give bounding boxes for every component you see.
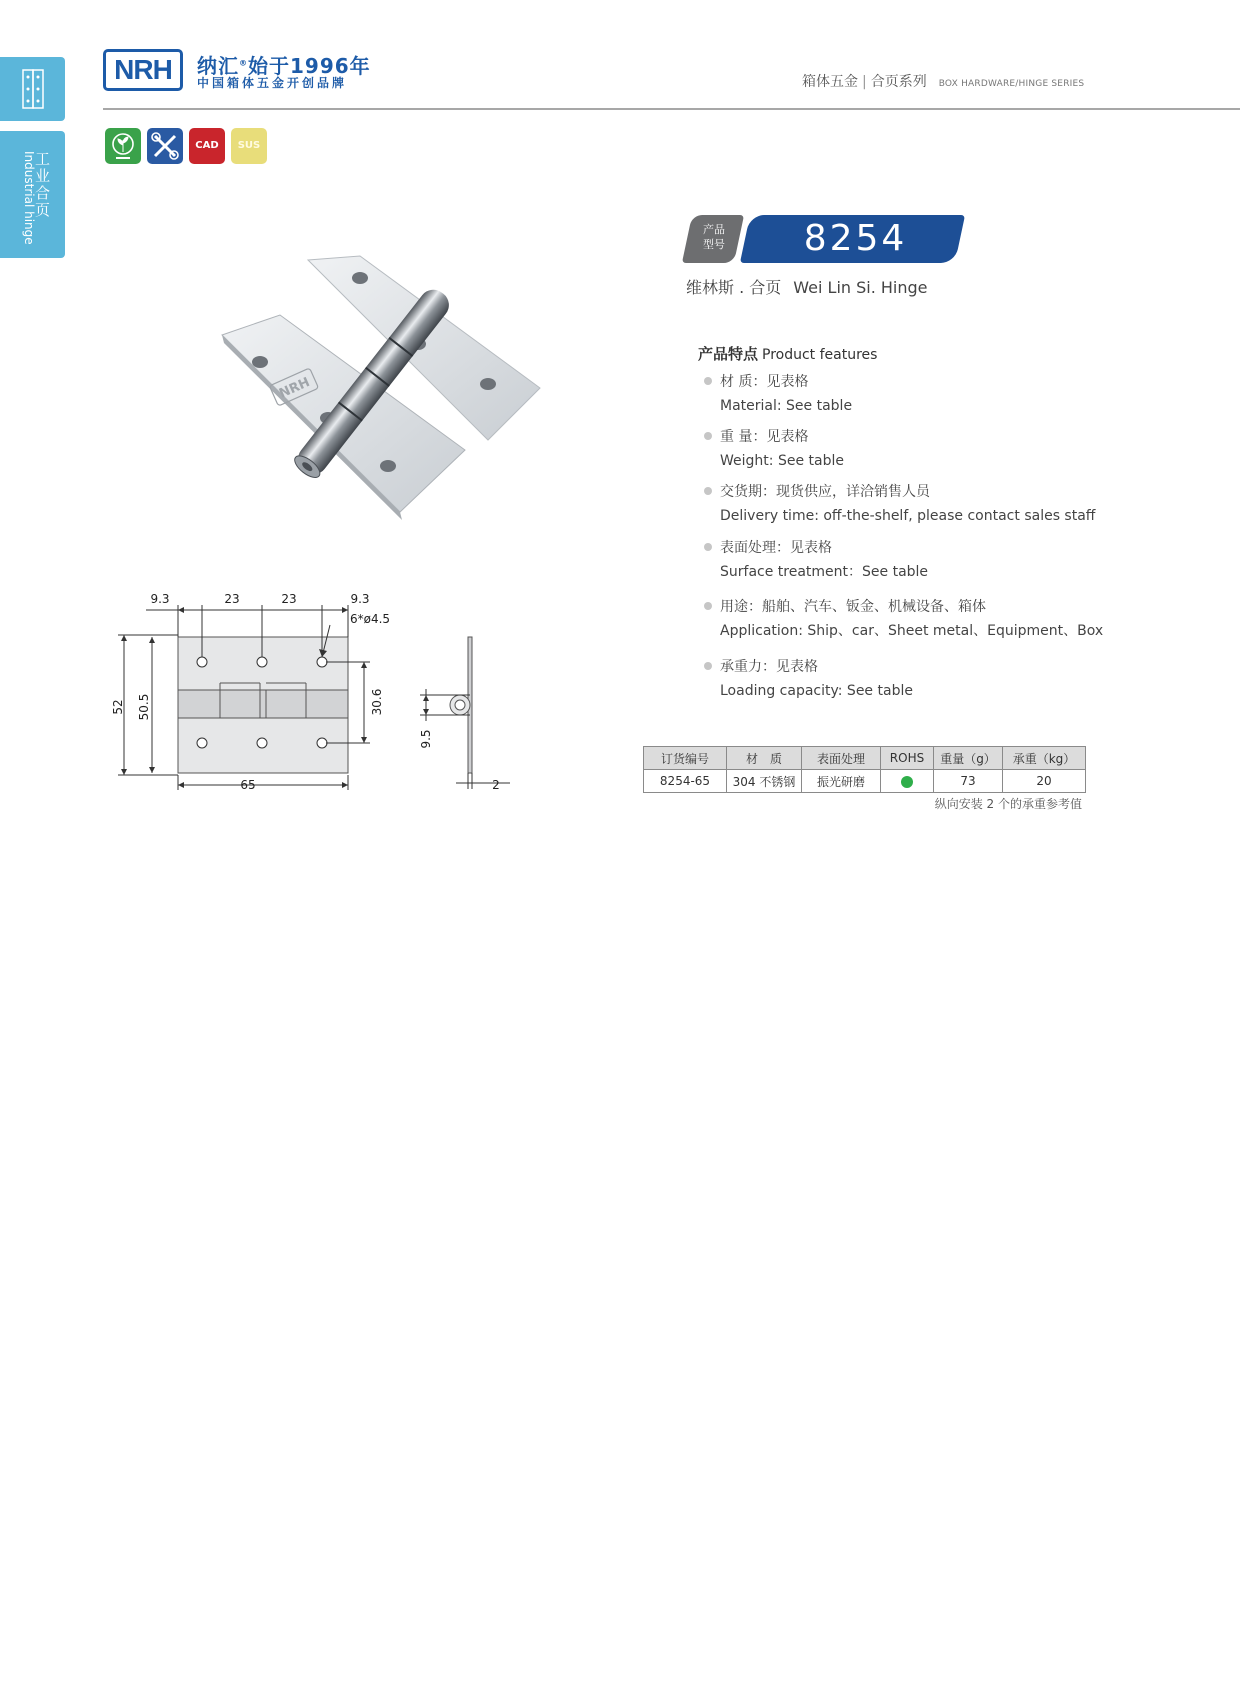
side-tab-label xyxy=(22,151,51,245)
brand-slogan: 中国箱体五金开创品牌 xyxy=(197,76,348,90)
feature-surface xyxy=(704,536,928,584)
feature-material-cn: 材 质：见表格 xyxy=(720,374,809,390)
feature-delivery xyxy=(704,480,1095,528)
cell-order-code: 8254-65 xyxy=(644,770,727,793)
bullet-icon xyxy=(704,432,712,440)
side-tab-hinge-icon[interactable] xyxy=(0,57,65,121)
eco-leaf-icon xyxy=(105,128,141,164)
th-order-code: 订货编号 xyxy=(644,747,727,770)
code-label-line2: 型号 xyxy=(703,238,725,251)
category-box-hardware: 箱体五金 xyxy=(802,74,858,90)
table-header-row xyxy=(644,747,1086,770)
brand-name: 纳汇®始于1996年 xyxy=(197,54,371,78)
code-label-line1: 产品 xyxy=(703,223,725,236)
product-name xyxy=(686,275,928,298)
rohs-compliant-icon xyxy=(901,776,913,788)
bullet-icon xyxy=(704,662,712,670)
product-name-cn: 维林斯 . 合页 xyxy=(686,278,782,297)
product-photo xyxy=(200,240,550,530)
feature-load-en: Loading capacity: See table xyxy=(720,683,913,699)
embossed-logo-text: NRH xyxy=(277,375,313,402)
dim-width: 65 xyxy=(240,778,256,792)
feature-application-cn: 用途：船舶、汽车、钣金、机械设备、箱体 xyxy=(720,599,986,615)
dim-top-3: 23 xyxy=(281,592,297,606)
dim-height-outer: 52 xyxy=(111,699,125,715)
header-divider xyxy=(103,108,1240,110)
tools-badge xyxy=(147,128,183,164)
eco-badge xyxy=(105,128,141,164)
th-material: 材 质 xyxy=(727,747,802,770)
feature-application-en: Application: Ship、car、Sheet metal、Equipment、Box xyxy=(720,623,1104,639)
dim-top-1: 9.3 xyxy=(150,592,170,606)
cad-badge xyxy=(189,128,225,164)
sus-badge xyxy=(231,128,267,164)
feature-weight xyxy=(704,425,844,473)
category-hinge-series: 合页系列 xyxy=(870,74,927,90)
dim-top-2: 23 xyxy=(224,592,240,606)
product-name-en: Wei Lin Si. Hinge xyxy=(793,278,928,297)
dim-thickness: 2 xyxy=(492,778,500,792)
technical-drawing xyxy=(100,585,540,805)
bullet-icon xyxy=(704,487,712,495)
product-code: 8254 xyxy=(803,218,908,259)
cell-rohs xyxy=(881,770,934,793)
feature-application xyxy=(704,595,1103,643)
features-title-en: Product features xyxy=(762,347,878,363)
feature-surface-en: Surface treatment：See table xyxy=(720,564,929,580)
bullet-icon xyxy=(704,377,712,385)
cell-weight: 73 xyxy=(934,770,1003,793)
feature-load xyxy=(704,655,913,703)
cell-load: 20 xyxy=(1003,770,1086,793)
dim-hole-spacing: 30.6 xyxy=(370,688,384,716)
th-weight: 重量（g） xyxy=(934,747,1003,770)
brand-name-cn: 纳汇 xyxy=(197,54,239,78)
bullet-icon xyxy=(704,602,712,610)
sus-label: SUS xyxy=(237,140,261,151)
brand-since: 始于1996年 xyxy=(248,54,371,78)
cad-label: CAD xyxy=(195,140,219,151)
dim-height-inner: 50.5 xyxy=(137,693,151,721)
tools-icon xyxy=(147,128,183,164)
th-finish: 表面处理 xyxy=(802,747,881,770)
feature-weight-en: Weight: See table xyxy=(720,453,844,469)
side-tab-label-cn: 工业合页 xyxy=(33,151,51,219)
bullet-icon xyxy=(704,543,712,551)
feature-delivery-cn: 交货期：现货供应，详洽销售人员 xyxy=(720,484,930,500)
category-breadcrumb xyxy=(802,71,1084,91)
dim-top-4: 9.3 xyxy=(350,592,370,606)
cell-material: 304 不锈钢 xyxy=(727,770,802,793)
th-rohs: ROHS xyxy=(881,747,934,770)
code-label xyxy=(692,222,736,252)
features-title xyxy=(698,343,877,364)
brand-logo: NRH xyxy=(103,49,183,91)
category-separator: | xyxy=(862,74,867,90)
feature-material xyxy=(704,370,852,418)
side-tab-industrial-hinge[interactable] xyxy=(0,131,65,258)
dim-knuckle: 9.5 xyxy=(419,729,433,749)
side-tab-label-en: Industrial hinge xyxy=(22,151,36,245)
feature-load-cn: 承重力：见表格 xyxy=(720,659,818,675)
feature-surface-cn: 表面处理：见表格 xyxy=(720,540,832,556)
hinge-icon xyxy=(0,57,65,121)
dim-holes: 6*ø4.5 xyxy=(350,612,391,626)
feature-weight-cn: 重 量：见表格 xyxy=(720,429,809,445)
table-note: 纵向安装 2 个的承重参考值 xyxy=(934,797,1082,811)
features-title-cn: 产品特点 xyxy=(698,345,759,363)
th-load: 承重（kg） xyxy=(1003,747,1086,770)
table-row xyxy=(644,770,1086,793)
feature-delivery-en: Delivery time: off-the-shelf, please contact sales staff xyxy=(720,508,1096,524)
feature-material-en: Material: See table xyxy=(720,398,853,414)
cell-finish: 振光研磨 xyxy=(802,770,881,793)
spec-table xyxy=(643,746,1086,793)
category-english: BOX HARDWARE/HINGE SERIES xyxy=(938,79,1085,89)
